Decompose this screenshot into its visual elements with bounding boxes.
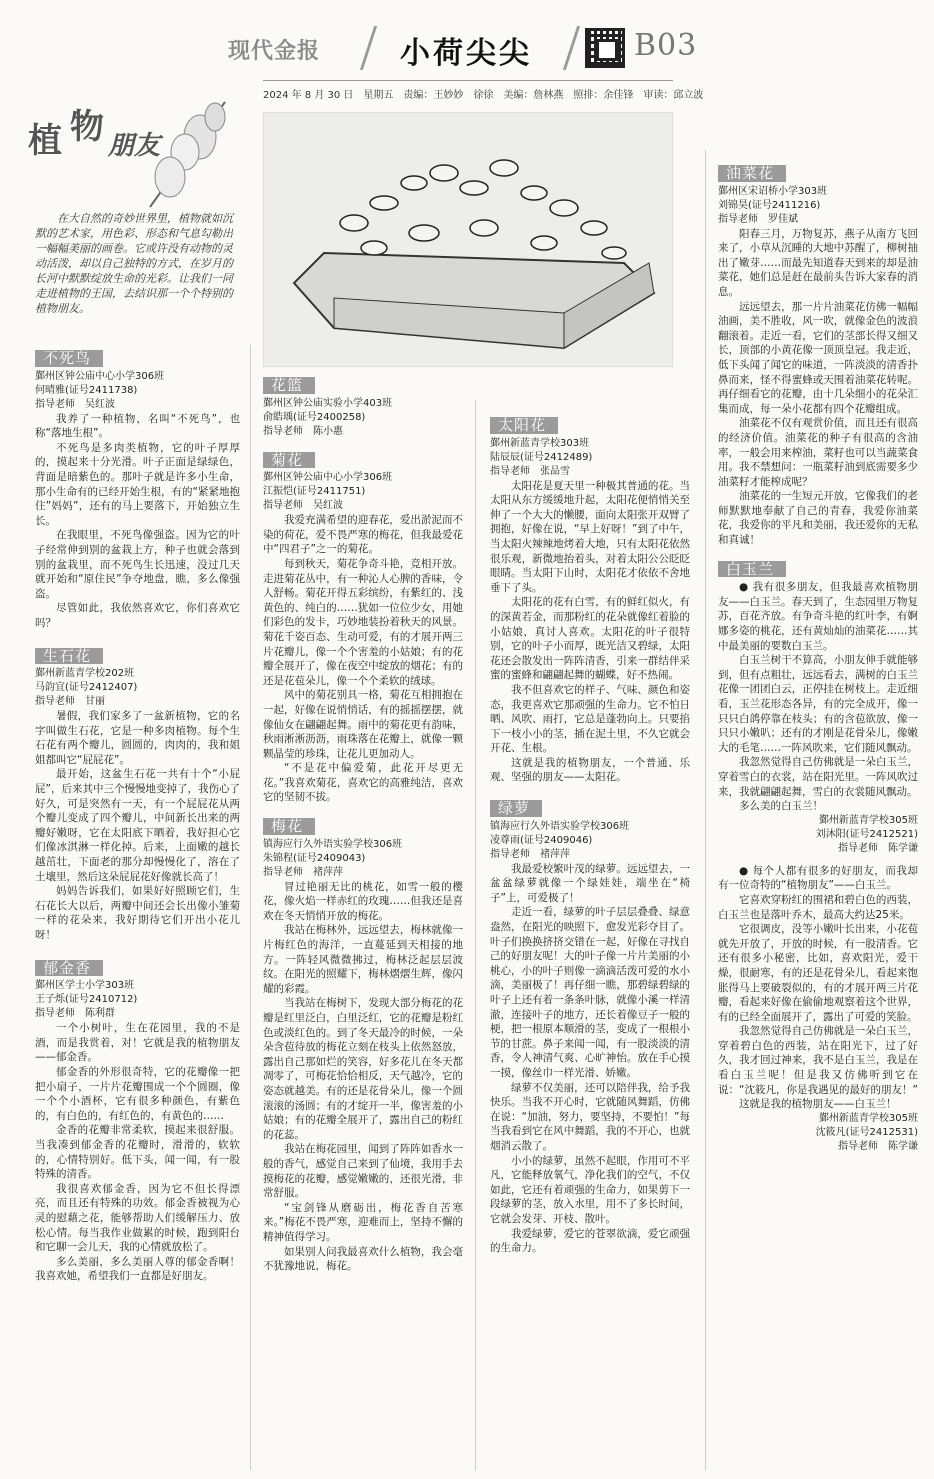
paragraph: 金香的花瓣非常柔软，摸起来很舒服。当我凑到郁金香的花瓣时，滑滑的，软软的，心情特别好。低下头，闻一闻，有一股特殊的清香。 [35,1124,240,1181]
paragraph: 阳春三月，万物复苏，燕子从南方飞回来了，小草从沉睡的大地中苏醒了，柳树抽出了嫩芽……而最先知道春天到来的却是油菜花，她们总是赶在最前头告诉大家春的消息。 [718,227,918,298]
school: 鄞州区钟公庙实验小学403班 [263,397,393,409]
paragraph: ● 我有很多朋友，但我最喜欢植物朋友——白玉兰。春天到了，生态园里万物复苏，百花齐放。有争奇斗艳的红叶李，有婀娜多姿的桃花，还有黄灿灿的油菜花……其中最美丽的要数白玉兰。 [718,580,918,653]
paragraph: 如果别人问我最喜欢什么植物，我会毫不犹豫地说，梅花。 [263,1245,463,1273]
article-title: 生石花 [35,648,103,665]
school: 鄞州新蓝青学校303班 [490,437,590,449]
logo-char: 物 [70,107,104,147]
paragraph: 多么美的白玉兰！ [739,800,823,813]
article-busiliao [35,345,240,631]
paragraph: 远远望去，那一片片油菜花仿佛一幅幅油画，美不胜收，风一吹，就像金色的波浪翻滚着。走近一看，它们的茎部长得又细又长，顶部的小黄花像一顶顶皇冠。我走近，低下头闻了闻它的味道，一阵淡淡的清香扑鼻而来，怪不得蜜蜂或天围着油菜花转呢。再仔细看它的花瓣，由十几朵细小的花朵汇集而成，每一朵小花都有四个花瓣组成。 [718,300,918,415]
author: 刘沐阳(证号2412521) [815,828,918,840]
paragraph: 不死鸟是多肉类植物，它的叶子厚厚的，摸起来十分光滑。叶子正面是绿绿色，背面是暗紫色的。那叶子就是许多小生命，那小生命有的已经开始生根，有的“紧紧地抱住”妈妈”，还有的马上要落下，开始独立生长。 [35,441,240,527]
intro-text: 在大自然的奇妙世界里，植物就如沉默的艺术家，用色彩、形态和气息勾勒出一幅幅美丽的画卷。它或许没有动物的灵动活泼，却以自己独特的方式，在岁月的长河中默默绽放生命的光彩。让我们一同走进植物的王国，去结识那一个个特别的植物朋友。 [35,212,233,315]
page-number: B03 [634,28,698,63]
article-juhua [263,447,463,805]
article-title: 菊花 [263,452,315,469]
paragraph: 尽管如此，我依然喜欢它，你们喜欢它吗？ [35,602,240,629]
paragraph: 这就是我的植物朋友，一个普通、乐观、坚强的朋友——太阳花。 [490,756,690,784]
column-3 [490,412,690,1256]
paragraph: 郁金香的外形很奇特，它的花瓣像一把把小扇子，一片片花瓣围成一个个圆圈，像一个个小酒杯，它有很多种颜色，有紫色的，有白色的，有红色的，有黄色的…… [35,1065,240,1122]
article-title: 梅花 [263,818,315,835]
paragraph: 太阳花的花有白雪，有的鲜红似火，有的深黄若金，而那粉红的花朵就像红着脸的小姑娘，真讨人喜欢。太阳花的叶子很特别，它的叶子小而厚，既光洁又碧绿，太阳花还会散发出一阵阵清香，引来一群结伴采蜜的蜜蜂和翩翩起舞的蝴蝶，好不热闹。 [490,596,690,682]
author: 朱锦程(证号2409043) [263,852,366,864]
paragraph: 冒过艳丽无比的桃花，如雪一般的樱花，像火焰一样赤红的玫瑰……但我还是喜欢在冬天悄悄开放的梅花。 [263,880,463,922]
author: 马韵宜(证号2412407) [35,682,138,694]
paragraph: 我爱绿萝，爱它的苍翠欲滴，爱它顽强的生命力。 [490,1227,690,1255]
article-lvluo [490,795,690,1256]
paragraph: 我不但喜欢它的样子、气味、颜色和姿态，我更喜欢它那顽强的生命力。它不怕日晒、风吹、雨打，它总是蓬勃向上。只要掐下一枝小小的茎，插在泥土里，不久它就会开花、生根。 [490,683,690,755]
teacher: 指导老师 陈小惠 [263,425,343,437]
article-title: 绿萝 [490,800,542,817]
paragraph: 我忽然觉得自己仿佛就是一朵白玉兰，穿着雪白的衣裳，站在阳光里。一阵风吹过来，我就翩翩起舞，雪白的衣裳随风飘动。 [718,756,918,798]
teacher: 指导老师 褚萍萍 [490,848,570,860]
article-title: 太阳花 [490,417,558,434]
paragraph: 太阳花是夏天里一种极其普通的花。当太阳从东方缓缓地升起，太阳花便悄悄关至伸了一个大大的懒腰，面向太阳张开双臂了拥抱，好像在说，“早上好呀！”到了中午，当太阳火辣辣地烤着大地，只有太阳花依然很乐观，新微地抬着头，对着太阳公公眨眨眼睛。当太阳下山时，太阳花才依依不舍地垂下了头。 [490,479,690,594]
paragraph: 小小的绿萝，虽然不起眼，作用可不平凡，它能释放氧气，净化我们的空气，不仅如此，它还有着顽强的生命力，如果剪下一段绿萝的茎，放入水里，用不了多长时间，它就会发芽、开枝、散叶。 [490,1154,690,1225]
paragraph: 当我站在梅树下，发现大部分梅花的花瓣是红里泛白，白里泛红，它的花瓣是粉红色或淡红色的。到了冬天最冷的时候，一朵朵含苞待放的梅花立刻在枝头上依然怒放，露出自己那如烂的笑容，好多花儿在冬天都凋零了，可梅花恰恰相反，天气越冷，它的姿态就越美。有的还是花骨朵儿，像一个圆滚滚的汤圆；有的才绽开一半，像害羞的小姑娘；有的花瓣全展开了，露出自己的粉红的花蕊。 [263,997,463,1141]
paragraph: 我最爱校繁叶茂的绿萝。远远望去，一盆盆绿萝就像一个绿娃娃，端坐在“椅子”上，可爱极了！ [490,862,690,904]
paragraph: 我站在梅花园里，闻到了阵阵如香水一般的香气，感觉自己来到了仙境，我用手去摸梅花的花瓣，感觉嫩嫩的，还很光滑，非常舒服。 [263,1143,463,1200]
column-4 [718,160,918,1154]
school: 鄞州新蓝青学校305班 [818,1112,918,1124]
school: 鄞州区宋诏桥小学303班 [718,185,828,197]
paragraph: 我很喜欢郁金香，因为它不但长得漂亮，而且还有特殊的功效。郁金香被视为心灵的慰藉之花，能够帮助人们缓解压力、放松心情。每当我作业做累的时候，跑到阳台和它聊一会儿天，我的心情就放松了。 [35,1182,240,1254]
paragraph: 每到秋天，菊花争奇斗艳，竞相开放。走进菊花丛中，有一种沁人心脾的香味，令人舒畅。菊花开得五彩缤纷，有紫红的、浅黄色的、纯白的……犹如一位位少女，用她们彩色的发卡，巧妙地装扮着秋天的风景。菊花千姿百态、生动可爱，有的才展开两三片花瓣儿，像一个个害羞的小姑娘；有的花瓣全展开了，像在夜空中绽放的烟花；有的还是花苞朵儿，像一个个柔软的绒球。 [263,557,463,687]
teacher: 指导老师 褚萍萍 [263,866,343,878]
paragraph: 暑假，我们家多了一盆新植物，它的名字叫做生石花，它是一种多肉植物。每个生石花有两个瓣儿，圆圆的，肉肉的，我和姐姐都叫它“屁屁花”。 [35,710,240,766]
paragraph: “宝剑锋从磨砺出，梅花香自苦寒来。”梅花不畏严寒，迎难而上，坚持不懈的精神值得学习。 [263,1201,463,1243]
article-hualan [263,372,463,439]
masthead [0,0,934,80]
paragraph: 最开始，这盆生石花一共有十个“小屁屁”，后来其中三个慢慢地变掉了，我伤心了好久，可是突然有一天，有一个屁屁花从两个瓣儿变成了四个瓣儿，中间新长出来的两瓣好嫩呀，它在太阳底下晒着，我好担心它们像冰淇淋一样化掉。后来，上面嫩的越长越茁壮，下面老的那分却慢慢化了，溶在了土壤里，然后这朵屁屁花好像就长高了！ [35,768,240,883]
author: 刘锦昊(证号2411216) [718,199,821,211]
teacher: 指导老师 吴红波 [35,398,115,410]
author: 俞皓瑀(证号2400258) [263,411,366,423]
paragraph: 白玉兰树干不算高，小朋友伸手就能够到，但有点粗壮，远远看去，满树的白玉兰花像一团团白云，正停挂在树枝上。走近细看，玉兰花形态各异，有的完全成开，像一只只白鸽停靠在枝头；有的含苞欲放，像一只只小嫩叭；还有的才刚是花骨朵儿，像嫩大的毛笔……一阵风吹来，它们随风飘动。 [718,654,918,754]
paragraph: 我站在梅林外，远远望去，梅林就像一片梅红色的海洋，一直蔓延到天相接的地方。一阵轻风微微拂过，梅林泛起层层波纹。在阳光的照耀下，梅林熠熠生辉，像闪耀的彩霞。 [263,924,463,995]
teacher: 指导老师 陈学谦 [838,1140,918,1152]
author: 陆辰辰(证号2412489) [490,451,593,463]
article-taiyanghua [490,412,690,785]
column-rule [250,345,251,1470]
paragraph: 走近一看，绿萝的叶子层层叠叠、绿意盎然，在阳光的映照下，愈发光彩夺目了。叶子们换换挤挤交错在一起，好像在寻找自己的好朋友呢！大的叶子像一片片美丽的小桃心，小的叶子则像一滴滴活泼可爱的水小滴，美丽极了！再仔细一瞧，那碧绿碧绿的叶子上还有着一条条叶脉，就像小溪一样清澈，连接叶子的地方，还长着像豆子一般的梗，把一根原本顺滑的茎，变成了一根根小节的甘蔗。鼻子来闻一闻，有一股淡淡的清香，令人神清气爽、心旷神怡。放在手心摸一摸，像丝巾一样光滑、娇嫩。 [490,906,690,1079]
article-meihua [263,813,463,1274]
article-baiyulan [718,556,918,1154]
paragraph: 妈妈告诉我们，如果好好照顾它们，生石花长大以后，两瓣中间还会长出像小雏菊一样的花朵来，我好期待它们开出小花儿呀！ [35,885,240,941]
author: 何晴雅(证号2411738) [35,384,138,396]
paragraph: 我养了一种植物，名叫“不死鸟”，也称“落地生根”。 [35,412,240,440]
paragraph: 一个小树叶，生在花园里，我的不是酒，而是我赏着，对！它就是我的植物朋友——郁金香。 [35,1022,240,1064]
article-title: 不死鸟 [35,350,103,367]
basket-sketch [264,113,673,367]
school: 镇海应行久外语实验学校306班 [263,838,403,850]
paragraph: 在我眼里，不死鸟像强盗。因为它的叶子经常伸到别的盆栽上方，种子也就会落到别的盆栽里，而不死鸟生长迅速，没过几天就开始和“原住民”争夺地盘，瞧，多么像强盗。 [35,529,240,600]
column-rule [475,400,476,1470]
paragraph: 我爱充满希望的迎春花，爱出淤泥而不染的荷花，爱不畏严寒的梅花，但我最爱花中“四君子”之一的菊花。 [263,514,463,556]
paragraph: 我忽然觉得自己仿佛就是一朵白玉兰，穿着碧白色的西装，站在阳光下，过了好久，我才回过神来，我不是白玉兰，我是在看白玉兰呢！但是我又仿佛听到它在说：“沈筱凡，你是我遇见的最好的朋友！” [718,1025,918,1096]
school: 鄞州新蓝青学校202班 [35,668,135,680]
school: 鄞州区钟公庙中心小学306班 [263,472,393,484]
teacher: 指导老师 甘丽 [35,696,105,708]
school: 鄞州新蓝青学校305班 [818,814,918,826]
school: 鄞州区钟公庙中心小学306班 [35,370,165,382]
paragraph: 多么美丽，多么美丽人尊的郁金香啊！我喜欢她，希望我们一直都是好朋友。 [35,1255,240,1283]
paragraph: 绿萝不仅美丽，还可以陪伴我，给予我快乐。当我不开心时，它就随风舞蹈，仿佛在说：“加油，努力，要坚持，不要怕！”每当我看到它在风中舞蹈，我的不开心，也就烟消云散了。 [490,1081,690,1152]
author: 沈筱凡(证号2412531) [815,1126,918,1138]
paragraph: 这就是我的植物朋友——白玉兰！ [739,1098,897,1111]
article-title: 花篮 [263,377,315,394]
school: 鄞州区学士小学303班 [35,980,135,992]
paragraph: ● 每个人都有很多的好朋友，而我却有一位奇特的“植物朋友”——白玉兰。 [718,864,918,893]
paragraph: 油菜花不仅有观赏价值，而且还有很高的经济价值。油菜花的种子有很高的含油率，一般会用来榨油，菜籽也可以当蔬菜食用。我不禁想问：一瓶菜籽油到底需要多少油菜籽才能榨成呢？ [718,417,918,488]
divider [360,26,377,70]
article-title: 郁金香 [35,960,103,977]
teacher: 指导老师 吴红波 [263,500,343,512]
article-yujinxiang [35,955,240,1284]
author: 江振恺(证号2411751) [263,486,366,498]
teacher: 指导老师 罗佳斌 [718,213,798,225]
article-youcaihua [718,160,918,548]
rule [263,80,673,81]
article-shengshihua [35,643,240,943]
column-1 [35,345,240,1284]
paper-name: 现代金报 [228,38,321,64]
column-logo [10,95,235,195]
paragraph: 它喜欢穿粉红的围裙和碧白色的西装，白玉兰也是落叶乔木，最高大约达25米。 [718,893,918,921]
teacher: 指导老师 张品雪 [490,465,570,477]
article-title: 白玉兰 [718,561,786,578]
column-2 [263,372,463,1274]
teacher: 指导老师 陈利群 [35,1008,115,1020]
logo-char: 植 [28,121,62,161]
paragraph: “不是花中偏爱菊，此花开尽更无花。”我喜欢菊花，喜欢它的高雅纯洁，喜欢它的坚韧不拔。 [263,762,463,804]
section-title: 小荷尖尖 [400,36,532,71]
paragraph: 油菜花的一生短元开放，它像我们的老师默默地奉献了自己的青春，我爱你油菜花，我爱你的平凡和美丽，我还爱你的无私和真诚！ [718,490,918,547]
author: 王子烁(证号2410712) [35,994,138,1006]
qr-code-icon[interactable] [585,28,625,68]
column-rule [705,150,706,1470]
divider [563,26,580,70]
paragraph: 它很调皮，没等小嫩叶长出来，小花苞就先开放了，开放的时候，有一股清香。它还有很多小秘密，比如，喜欢阳光，爱干燥，很耐寒，有的还是花骨朵儿，看起来饱胀得马上要破裂似的，有的才展开两三片花瓣，看起来好像在偷偷地观察着这个世界，有的已经全面展开了，露出了可爱的笑脸。 [718,923,918,1023]
flower-basket-drawing [263,112,673,367]
paragraph: 风中的菊花别具一格，菊花互相拥抱在一起，好像在说悄悄话，有的摇摇摆摆，就像仙女在翩翩起舞。雨中的菊花更有韵味，秋雨淅淅沥沥，雨珠落在花瓣上，就像一颗颗晶莹的珍珠，让花儿更加动人。 [263,689,463,760]
issue-meta: 2024 年 8 月 30 日 星期五 责编：王妙妙 徐徐 美编：詹林燕 照排：余佳锋 审读：邱立波 [263,90,704,101]
school: 镇海应行久外语实验学校306班 [490,820,630,832]
teacher: 指导老师 陈学谦 [838,842,918,854]
author: 凌尊雨(证号2409046) [490,834,593,846]
article-title: 油菜花 [718,165,786,182]
logo-char: 朋友 [108,131,161,161]
